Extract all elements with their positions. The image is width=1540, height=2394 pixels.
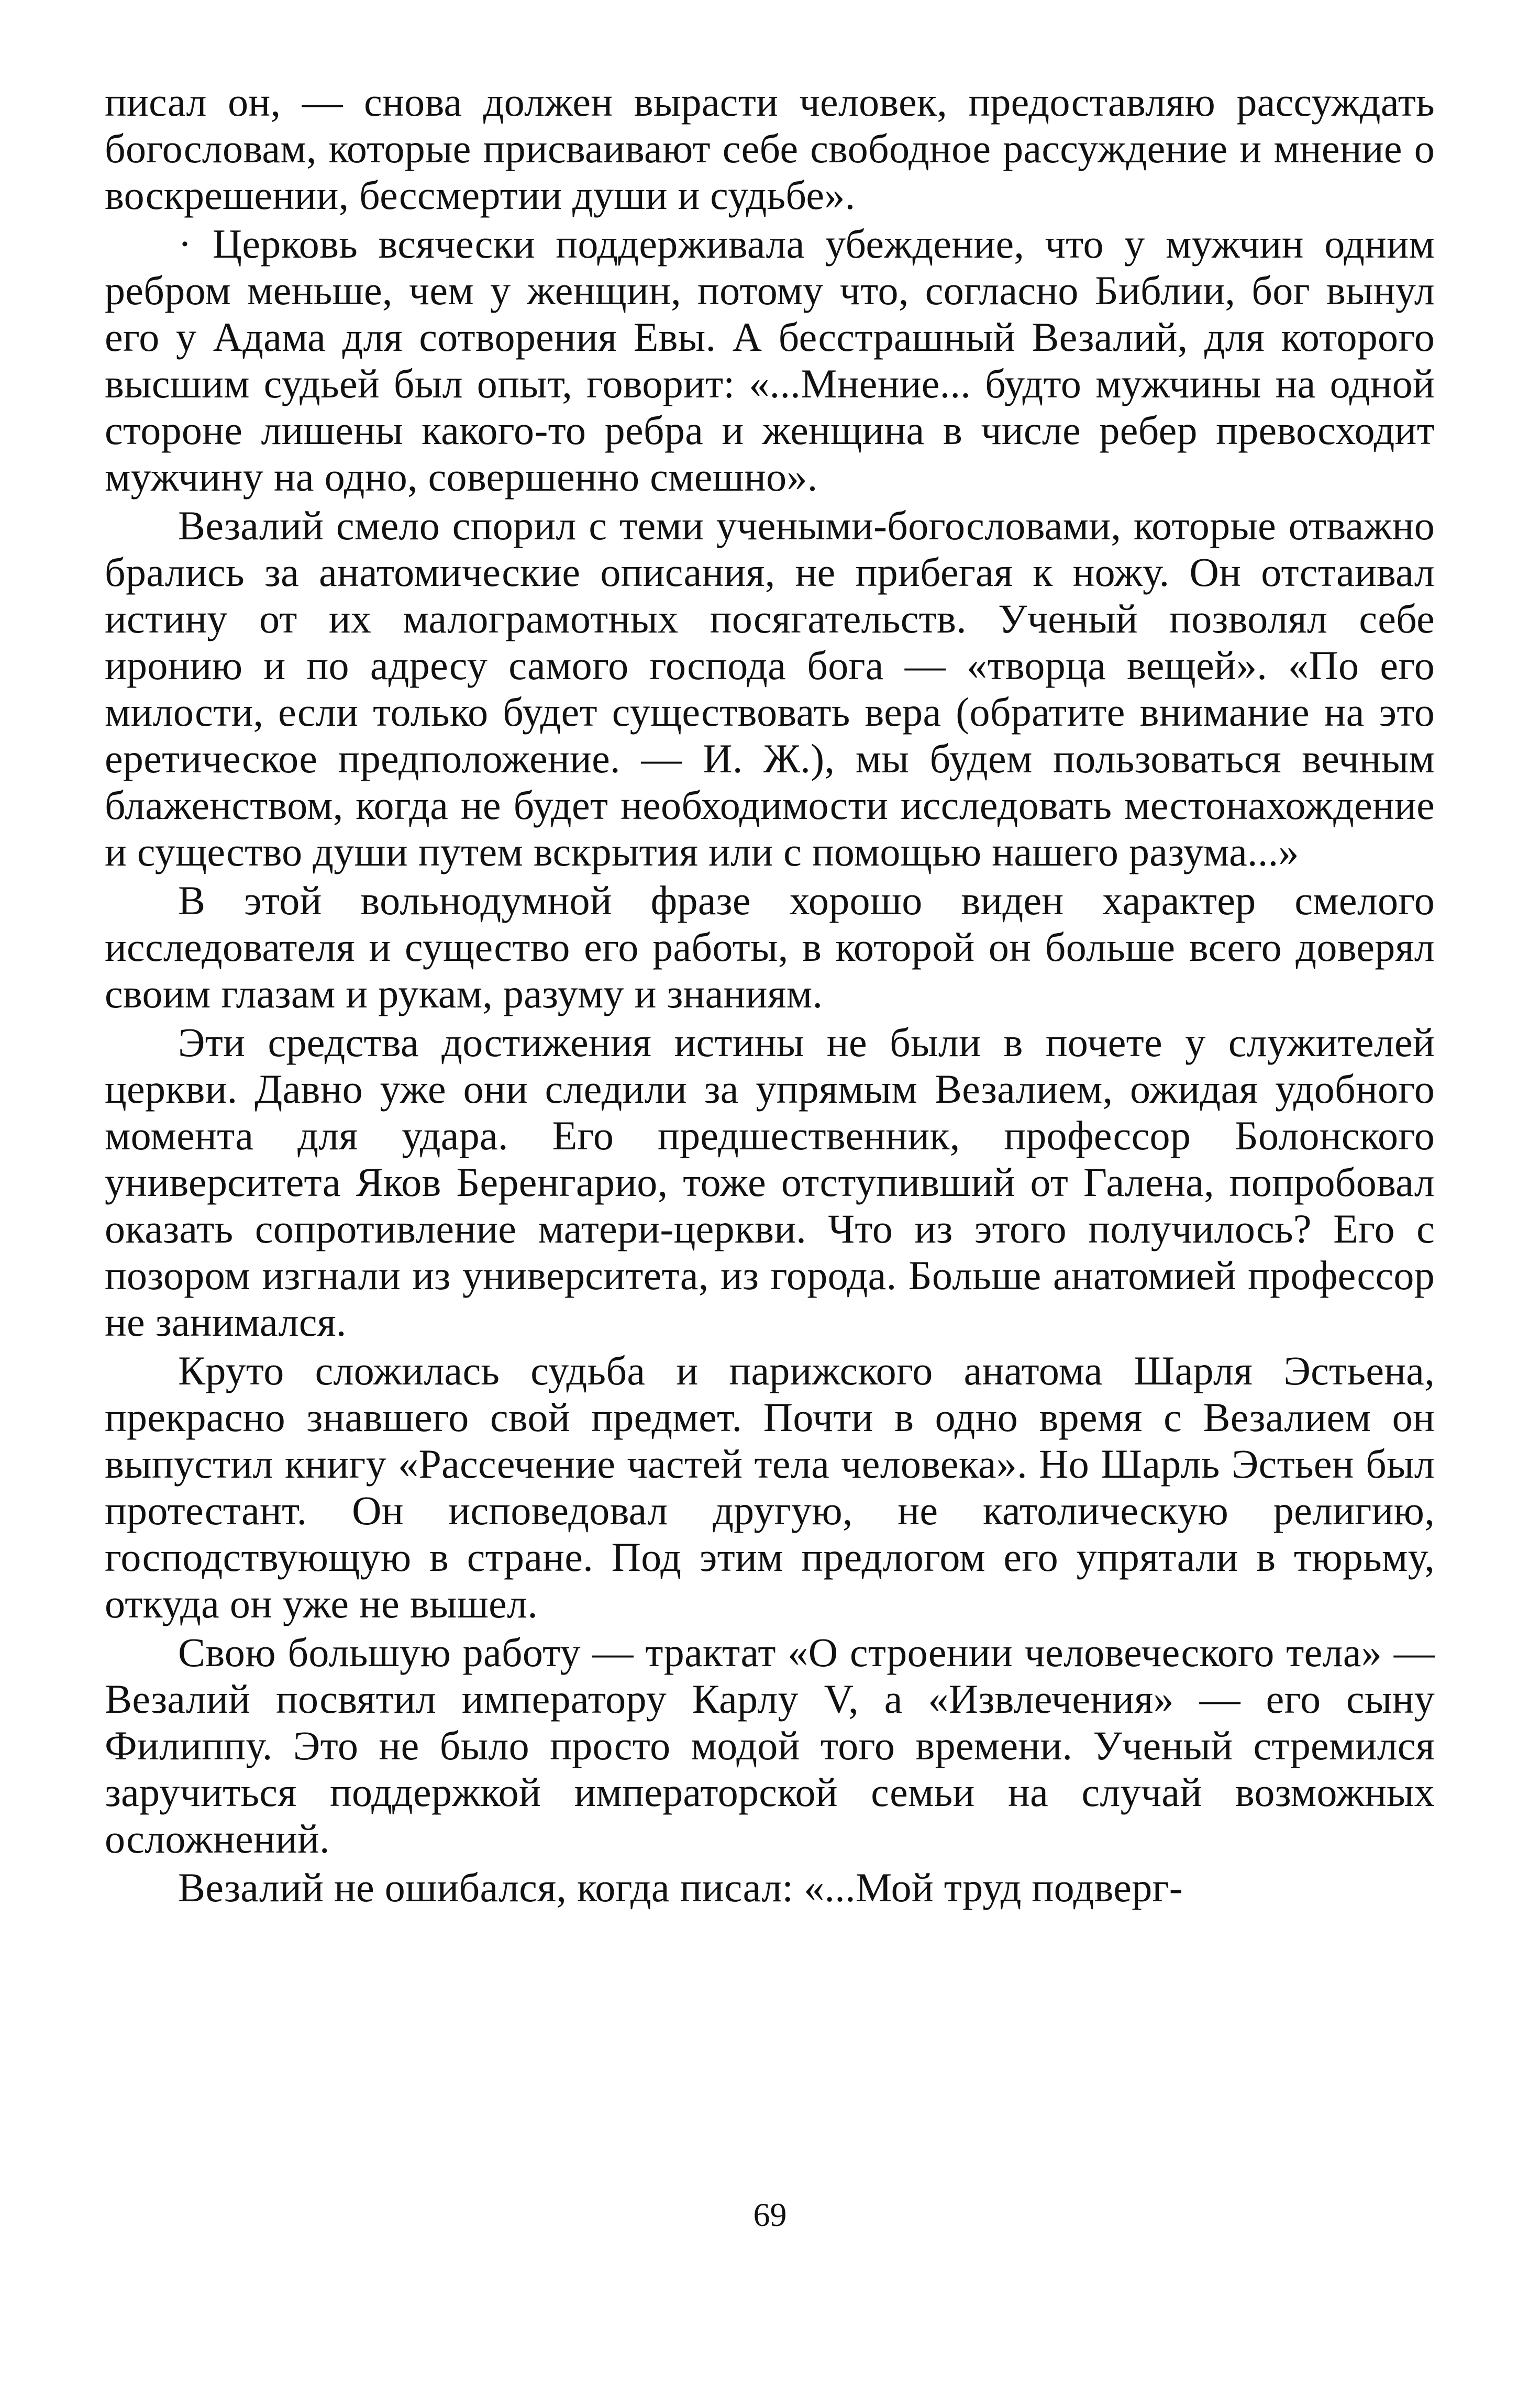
paragraph-7: Свою большую работу — трактат «О строении человеческого тела» — Везалий посвятил императору Карлу V, а «Извлечения» — его сыну Филиппу. Это не было просто модой того времени. Ученый стремился заручиться поддержкой императорской семьи на случай возможных осложнений. <box>105 1630 1435 1861</box>
paragraph-2: · Церковь всячески поддерживала убеждение, что у мужчин одним ребром меньше, чем у женщин, потому что, согласно Библии, бог вынул его у Адама для сотворения Евы. А бесстрашный Везалий, для которого высшим судьей был опыт, говорит: «...Мнение... будто мужчины на одной стороне лишены какого-то ребра и женщина в числе ребер превосходит мужчину на одно, совершенно смешно». <box>105 221 1435 500</box>
paragraph-8: Везалий не ошибался, когда писал: «...Мой труд подверг- <box>178 1865 1183 1910</box>
paragraph-6: Круто сложилась судьба и парижского анатома Шарля Эстьена, прекрасно знавшего свой предмет. Почти в одно время с Везалием он выпустил книгу «Рассечение частей тела человека». Но Шарль Эстьен был протестант. Он исповедовал другую, не католическую религию, господствующую в стране. Под этим предлогом его упрятали в тюрьму, откуда он уже не вышел. <box>105 1348 1435 1626</box>
page-body <box>105 79 1435 1913</box>
page-number: 69 <box>753 2196 787 2233</box>
paragraph-5: Эти средства достижения истины не были в почете у служителей церкви. Давно уже они следили за упрямым Везалием, ожидая удобного момента для удара. Его предшественник, профессор Болонского университета Яков Беренгарио, тоже отступивший от Галена, попробовал оказать сопротивление матери-церкви. Что из этого получилось? Его с позором изгнали из университета, из города. Больше анатомией профессор не занимался. <box>105 1019 1435 1345</box>
paragraph-3: Везалий смело спорил с теми учеными-богословами, которые отважно брались за анатомические описания, не прибегая к ножу. Он отстаивал истину от их малограмотных посягательств. Ученый позволял себе иронию и по адресу самого господа бога — «творца вещей». «По его милости, если только будет существовать вера (обратите внимание на это еретическое предположение. — И. Ж.), мы будем пользоваться вечным блаженством, когда не будет необходимости исследовать местонахождение и существо души путем вскрытия или с помощью нашего разума...» <box>105 503 1435 874</box>
paragraph-1: писал он, — снова должен вырасти человек, предоставляю рассуждать богословам, которые присваивают себе свободное рассуждение и мнение о воскрешении, бессмертии души и судьбе». <box>105 79 1435 218</box>
paragraph-4: В этой вольнодумной фразе хорошо виден характер смелого исследователя и существо его работы, в которой он больше всего доверял своим глазам и рукам, разуму и знаниям. <box>105 878 1435 1016</box>
